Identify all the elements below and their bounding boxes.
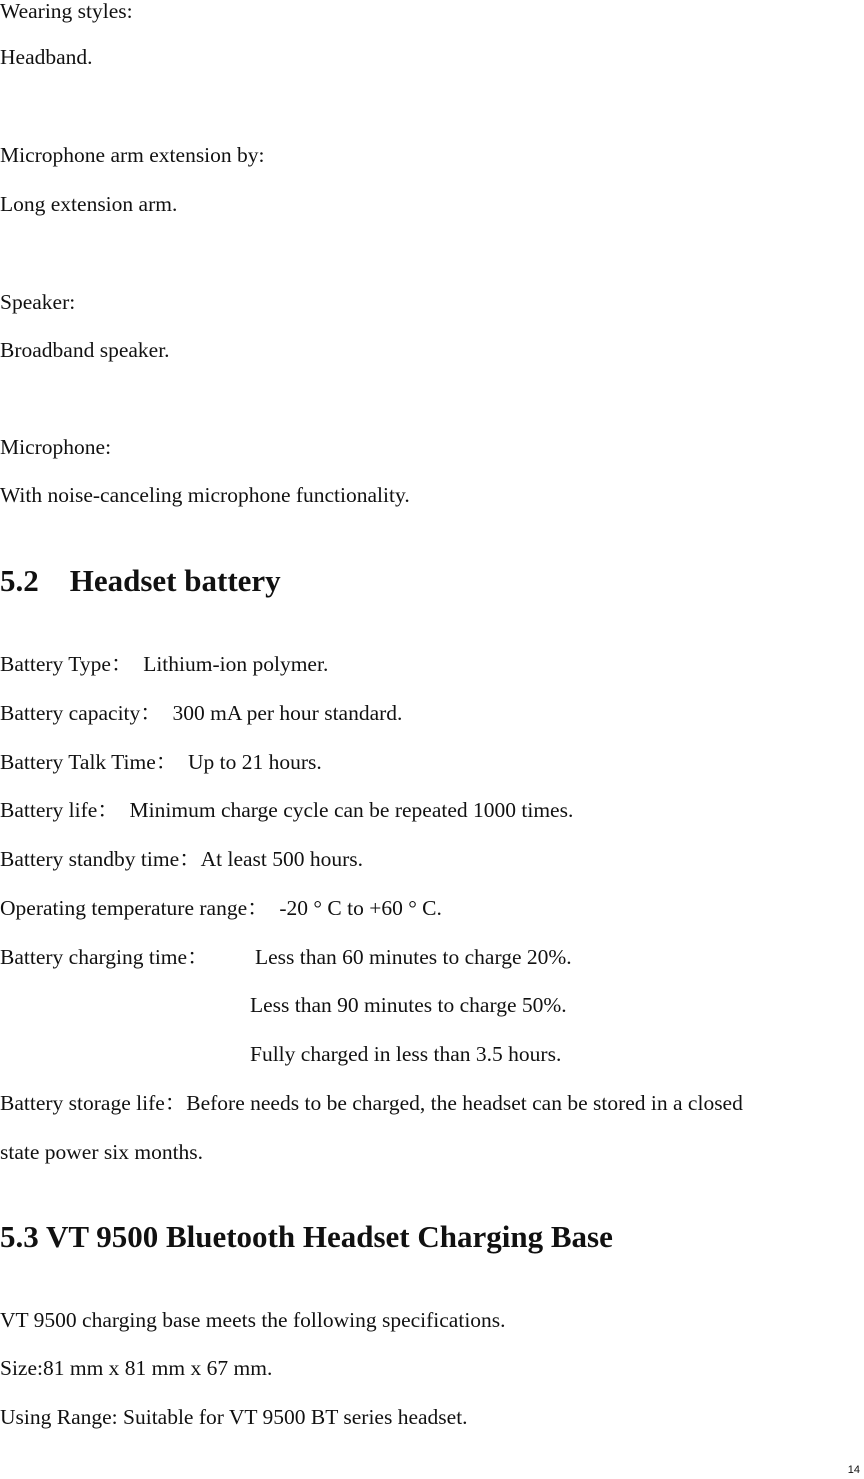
storage-life-line-2: state power six months.	[0, 1140, 204, 1164]
wearing-label: Wearing styles:	[0, 0, 133, 23]
wearing-value: Headband.	[0, 45, 93, 69]
charging-time-label: Battery charging time：	[0, 945, 209, 969]
section-heading-battery: 5.2 Headset battery	[0, 563, 281, 598]
charging-line-3: Fully charged in less than 3.5 hours.	[250, 1042, 562, 1066]
base-range: Using Range: Suitable for VT 9500 BT series headset.	[0, 1405, 468, 1429]
section-heading-charging-base: 5.3 VT 9500 Bluetooth Headset Charging Base	[0, 1219, 613, 1254]
mic-arm-value: Long extension arm.	[0, 192, 178, 216]
charging-line-2: Less than 90 minutes to charge 50%.	[250, 993, 567, 1017]
battery-standby: Battery standby time：At least 500 hours.	[0, 847, 364, 871]
base-size: Size:81 mm x 81 mm x 67 mm.	[0, 1356, 273, 1380]
speaker-label: Speaker:	[0, 290, 76, 314]
operating-temperature: Operating temperature range： -20 ° C to +60 ° C.	[0, 896, 442, 920]
page-number: 14	[847, 1464, 860, 1476]
battery-capacity: Battery capacity： 300 mA per hour standard.	[0, 701, 403, 725]
battery-talk-time: Battery Talk Time： Up to 21 hours.	[0, 750, 322, 774]
base-intro: VT 9500 charging base meets the following specifications.	[0, 1308, 506, 1332]
battery-type: Battery Type： Lithium-ion polymer.	[0, 652, 329, 676]
microphone-value: With noise-canceling microphone functionality.	[0, 483, 410, 507]
mic-arm-label: Microphone arm extension by:	[0, 143, 265, 167]
microphone-label: Microphone:	[0, 435, 112, 459]
charging-line-1: Less than 60 minutes to charge 20%.	[255, 945, 572, 969]
speaker-value: Broadband speaker.	[0, 338, 170, 362]
storage-life-line-1: Battery storage life：Before needs to be charged, the headset can be stored in a closed	[0, 1091, 743, 1115]
battery-life: Battery life： Minimum charge cycle can be repeated 1000 times.	[0, 798, 574, 822]
